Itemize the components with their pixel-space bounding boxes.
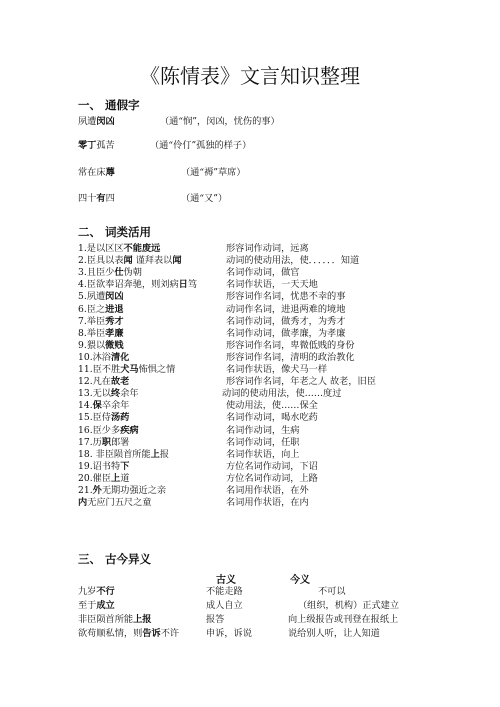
huoyong-explanation: 名词作动词，做官 (226, 267, 300, 279)
huoyong-sentence: 12.凡在故老 (78, 376, 130, 388)
huoyong-explanation: 动词作名词，进退两难的境地 (226, 303, 346, 315)
tongjia-note: （通“又”） (181, 193, 228, 204)
gujin-word: 欲苟顺私情，则告诉不许 (78, 628, 180, 639)
huoyong-sentence: 10.沐浴清化 (78, 351, 130, 363)
huoyong-sentence: 4.臣欲奉诏奔驰，则刘病日笃 (78, 279, 198, 291)
gujin-header-new: 今义 (290, 575, 310, 586)
huoyong-explanation: 名词作动词，生病 (226, 424, 300, 436)
huoyong-explanation: 动词的使动用法，使……度过 (222, 388, 342, 400)
huoyong-explanation: 方位名词作动词，下诏 (226, 460, 318, 472)
tongjia-note: （通“褥”草席） (181, 167, 246, 178)
huoyong-explanation: 名词作动词，做秀才，为秀才 (226, 315, 346, 327)
huoyong-explanation: 形容词作名词，忧患不幸的事 (226, 291, 346, 303)
gujin-header-old: 古义 (216, 575, 236, 586)
gujin-word: 九岁不行 (78, 586, 115, 597)
huoyong-explanation: 名词用作状语，在外 (226, 485, 309, 496)
huoyong-explanation: 方位名词作动词，上路 (226, 472, 318, 484)
huoyong-sentence: 内无应门五尺之童 (78, 497, 152, 509)
huoyong-explanation: 形容词作动词，远离 (226, 243, 309, 254)
huoyong-sentence: 1.是以区区不能废远 (78, 243, 161, 254)
huoyong-sentence: 2.臣具以表闻 谨拜表以闻 (78, 255, 182, 267)
gujin-old-meaning: 不能走路 (206, 586, 243, 597)
gujin-new-meaning: 向上级报告或刊登在报纸上 (288, 614, 399, 625)
page-title: 《陈情表》文言知识整理 (140, 64, 360, 88)
huoyong-sentence: 15.臣侍汤药 (78, 412, 130, 424)
gujin-old-meaning: 报答 (206, 614, 225, 625)
tongjia-note: （通“悯”，闵凶，忧伤的事） (160, 116, 280, 127)
huoyong-sentence: 3.且臣少仕伪朝 (78, 267, 142, 279)
huoyong-explanation: 动词的使动用法，使．．．．．．知道 (226, 255, 360, 267)
huoyong-sentence: 14.保卒余年 (78, 400, 130, 412)
huoyong-sentence: 21.外无期功强近之亲 (78, 485, 167, 496)
huoyong-explanation: 名词用作状语，在内 (226, 497, 309, 509)
huoyong-explanation: 形容词作名词，清明的政治教化 (226, 351, 355, 363)
huoyong-explanation: 名词作动词，喝水吃药 (226, 412, 318, 424)
gujin-new-meaning: 不可以 (318, 586, 346, 597)
huoyong-sentence: 20.催臣上道 (78, 472, 130, 484)
huoyong-explanation: 名词作动词，任职 (226, 436, 300, 448)
huoyong-sentence: 8.举臣孝廉 (78, 327, 124, 339)
huoyong-explanation: 使动用法，使……保全 (226, 400, 318, 412)
huoyong-explanation: 名词作状语，向上 (226, 448, 300, 460)
gujin-new-meaning: 说给别人听，让人知道 (288, 628, 380, 639)
huoyong-sentence: 9.猥以微贱 (78, 339, 124, 351)
huoyong-explanation: 名词作动词，做孝廉，为孝廉 (226, 327, 346, 339)
huoyong-explanation: 形容词作名词，年老之人 故老，旧臣 (226, 376, 376, 388)
huoyong-sentence: 13.无以终余年 (78, 388, 139, 400)
huoyong-sentence: 11.臣不胜犬马怖惧之情 (78, 364, 176, 375)
huoyong-explanation: 名词作状语，像犬马一样 (226, 364, 328, 375)
gujin-old-meaning: 成人自立 (206, 600, 243, 611)
tongjia-note: （通“伶仃”孤独的样子） (150, 140, 252, 151)
huoyong-sentence: 16.臣少多疾病 (78, 424, 139, 436)
huoyong-sentence: 6.臣之进退 (78, 303, 124, 315)
section-heading-huoyong: 二、 词类活用 (78, 225, 152, 239)
gujin-word: 至于成立 (78, 600, 115, 611)
huoyong-sentence: 17.历职郎署 (78, 436, 130, 448)
huoyong-sentence: 19.诏书特下 (78, 460, 130, 472)
section-heading-tongjia: 一、 通假字 (78, 98, 140, 112)
gujin-new-meaning: （组织，机构）正式建立 (298, 600, 400, 611)
tongjia-item: 零丁孤苦 (78, 140, 115, 151)
section-heading-gujin: 三、 古今异义 (78, 552, 152, 566)
huoyong-sentence: 7.举臣秀才 (78, 315, 124, 327)
tongjia-item: 夙遭闵凶 (78, 116, 115, 127)
gujin-old-meaning: 申诉，诉说 (206, 628, 252, 639)
tongjia-item: 四十有四 (78, 193, 115, 204)
huoyong-explanation: 名词作状语，一天天地 (226, 279, 318, 291)
huoyong-explanation: 形容词作名词，卑微低贱的身份 (226, 339, 355, 351)
gujin-word: 非臣陨首所能上报 (78, 614, 152, 625)
huoyong-sentence: 18. 非臣陨首所能上报 (78, 448, 170, 460)
tongjia-item: 常在床蓐 (78, 167, 115, 178)
huoyong-sentence: 5.夙遭闵凶 (78, 291, 124, 303)
